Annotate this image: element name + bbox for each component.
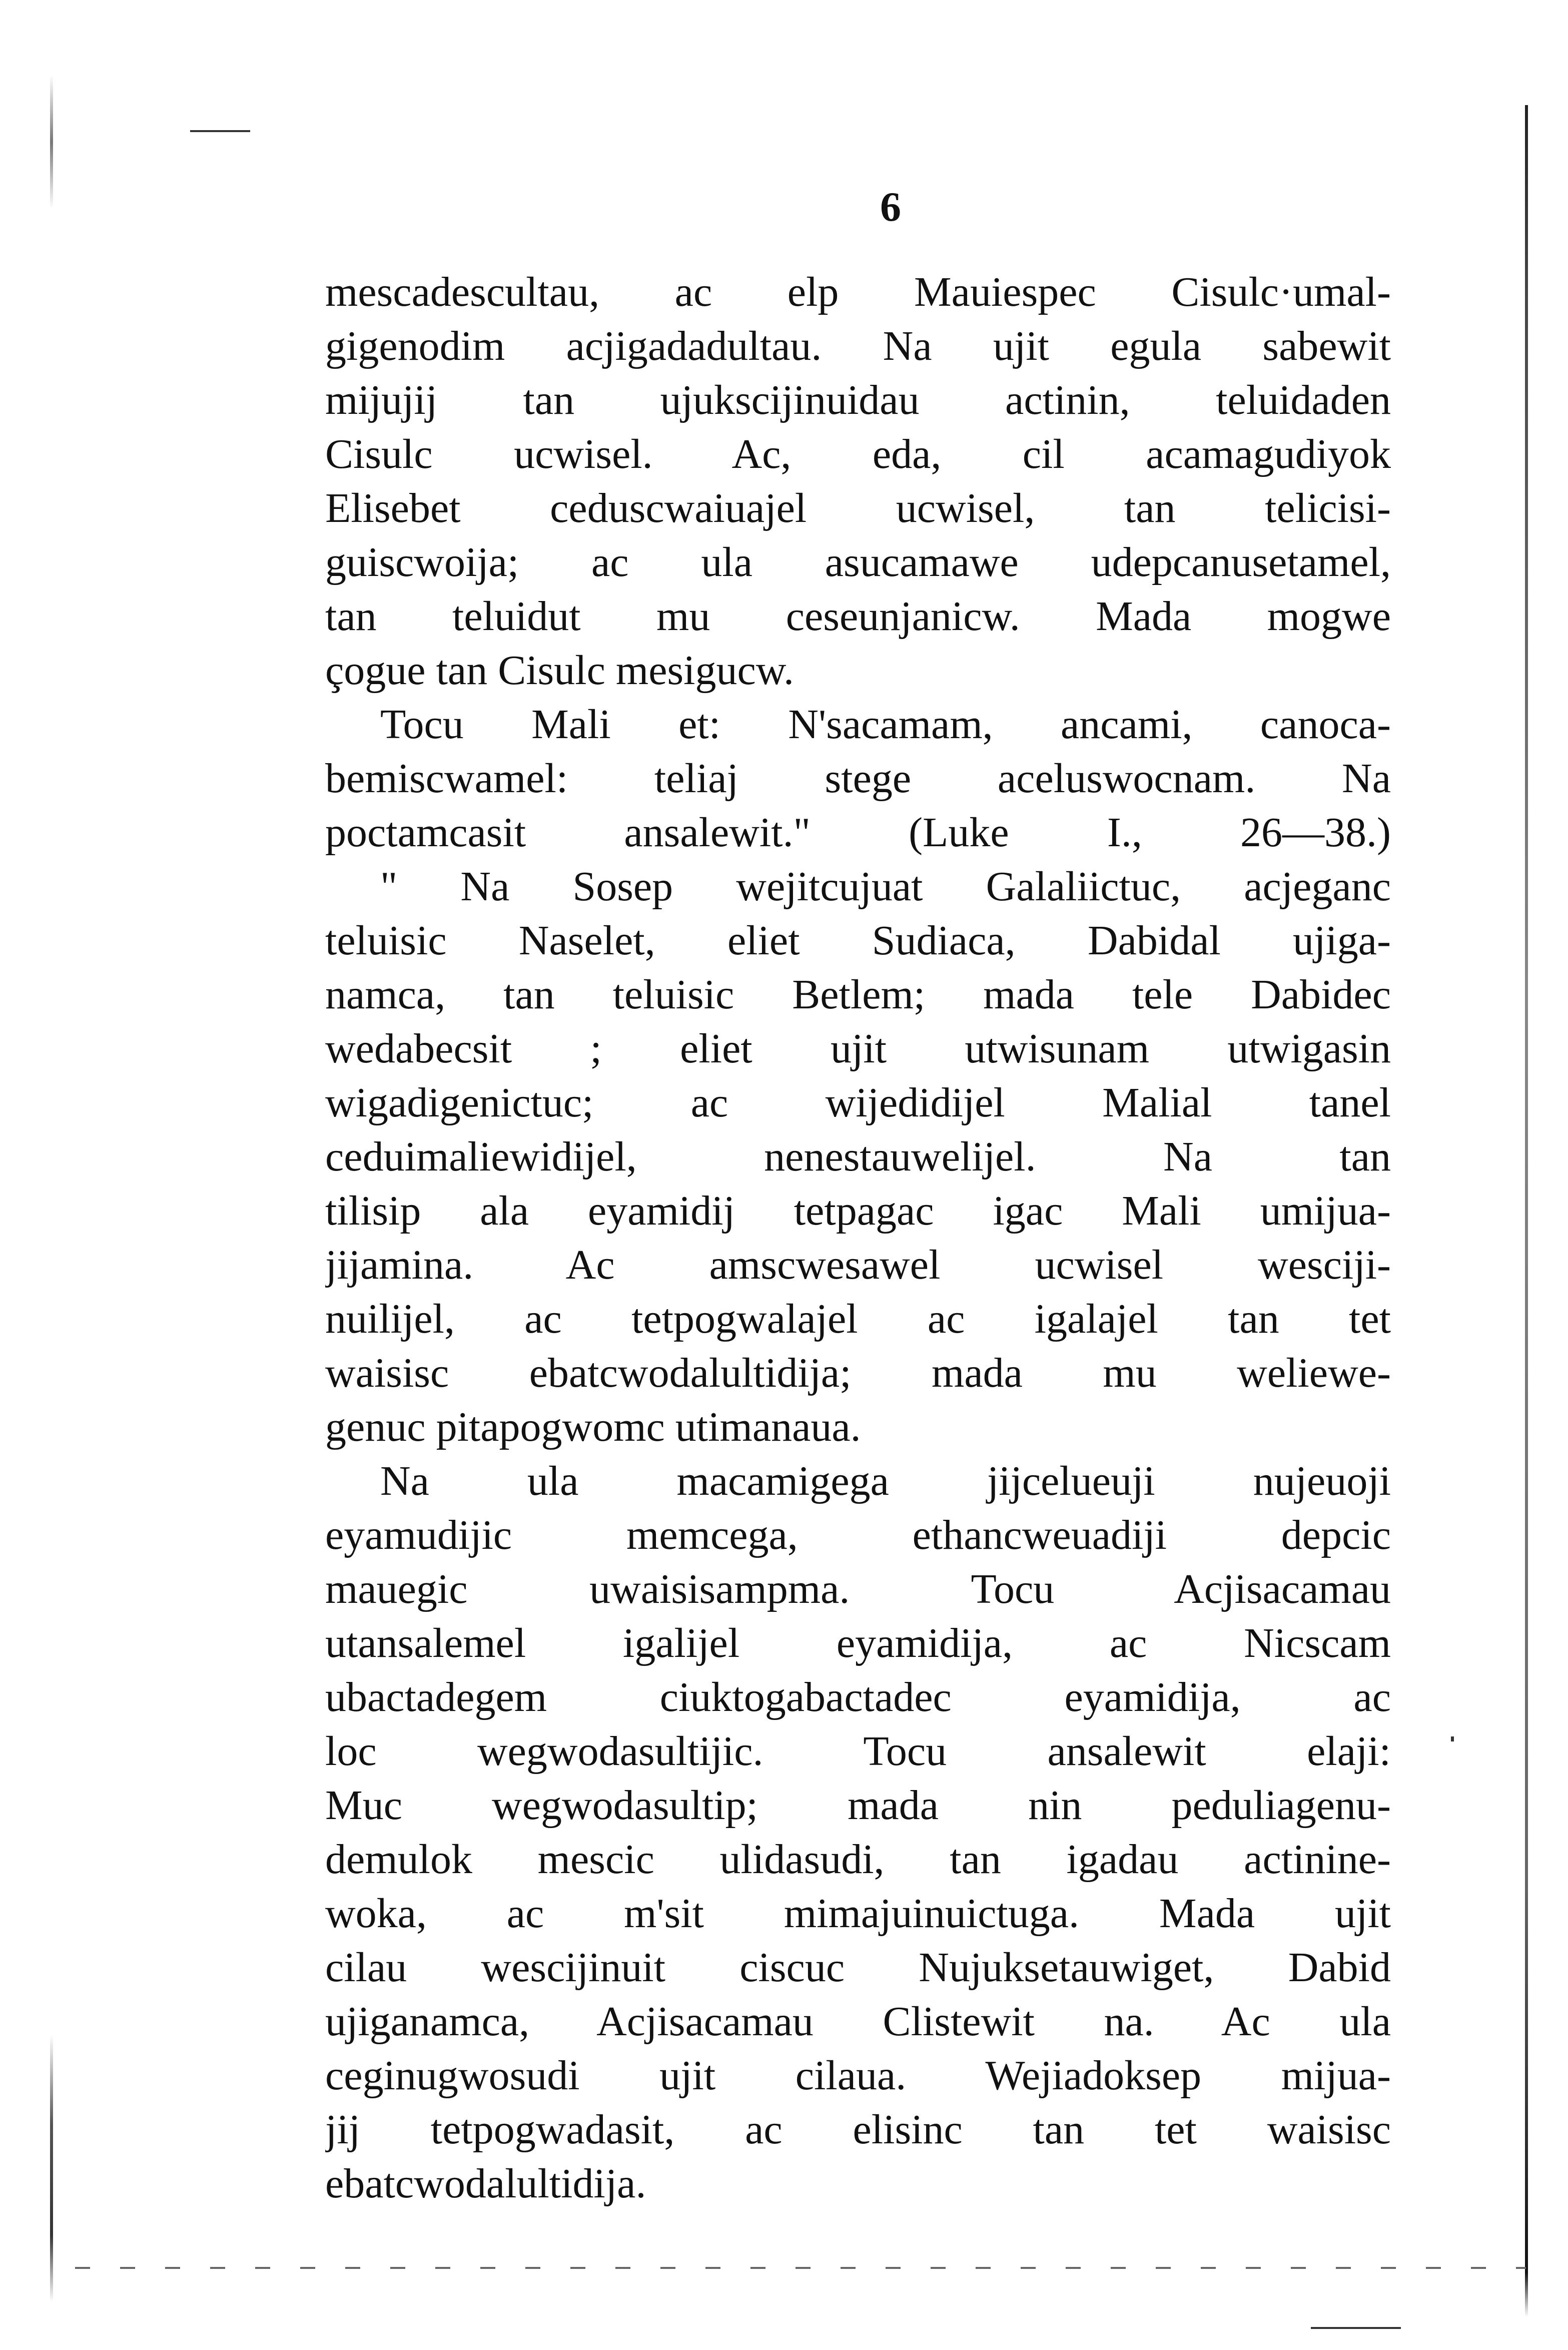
text-line: ubactadegem ciuktogabactadec eyamidija, ac [325, 1674, 1391, 1720]
text-line: çogue tan Cisulc mesigucw. [325, 647, 795, 694]
text-line: guiscwoija; ac ula asucamawe udepcanusetamel, [325, 539, 1391, 585]
text-line: jijamina. Ac amscwesawel ucwisel wesciji- [325, 1242, 1391, 1288]
text-line: waisisc ebatcwodalultidija; mada mu weliewe- [325, 1350, 1391, 1396]
scan-speck [1311, 2327, 1401, 2329]
text-line: Elisebet ceduscwaiuajel ucwisel, tan telicisi- [325, 485, 1391, 531]
text-line: jij tetpogwadasit, ac elisinc tan tet waisisc [325, 2106, 1391, 2153]
scan-speck [1451, 1736, 1454, 1741]
paragraph-first-line: Tocu Mali et: N'sacamam, ancami, canoca- [380, 701, 1391, 748]
text-line: Cisulc ucwisel. Ac, eda, cil acamagudiyok [325, 431, 1391, 477]
scan-edge-left [50, 75, 53, 2302]
text-line: tan teluidut mu ceseunjanicw. Mada mogwe [325, 593, 1391, 640]
text-line: ceduimaliewidijel, nenestauwelijel. Na tan [325, 1133, 1391, 1180]
text-line: cilau wescijinuit ciscuc Nujuksetauwiget, Dabid [325, 1944, 1391, 1991]
text-line: loc wegwodasultijic. Tocu ansalewit elaji: [325, 1728, 1391, 1775]
text-line: bemiscwamel: teliaj stege aceluswocnam. Na [325, 755, 1391, 802]
text-line: demulok mescic ulidasudi, tan igadau actinine- [325, 1836, 1391, 1883]
text-line: genuc pitapogwomc utimanaua. [325, 1404, 861, 1450]
text-line: teluisic Naselet, eliet Sudiaca, Dabidal ujiga- [325, 917, 1391, 964]
text-line: mijujij tan ujukscijinuidau actinin, teluidaden [325, 377, 1391, 423]
body-text [325, 265, 1391, 2211]
scan-edge-right [1525, 105, 1528, 2317]
text-line: wedabecsit ; eliet ujit utwisunam utwigasin [325, 1025, 1391, 1072]
text-line: poctamcasit ansalewit." (Luke I., 26—38.) [325, 809, 1391, 856]
text-line: ebatcwodalultidija. [325, 2160, 646, 2207]
scan-edge-bottom [75, 2267, 1526, 2269]
text-line: woka, ac m'sit mimajuinuictuga. Mada ujit [325, 1890, 1391, 1937]
text-line: Muc wegwodasultip; mada nin peduliagenu- [325, 1782, 1391, 1829]
paragraph-first-line: " Na Sosep wejitcujuat Galaliictuc, acjeganc [380, 863, 1391, 910]
text-line: tilisip ala eyamidij tetpagac igac Mali umijua- [325, 1188, 1391, 1234]
text-line: utansalemel igalijel eyamidija, ac Nicscam [325, 1620, 1391, 1666]
text-line: mescadescultau, ac elp Mauiespec Cisulc·umal- [325, 269, 1391, 315]
text-line: gigenodim acjigadadultau. Na ujit egula sabewit [325, 323, 1391, 369]
page-number: 6 [880, 184, 901, 230]
text-line: mauegic uwaisisampma. Tocu Acjisacamau [325, 1566, 1391, 1612]
text-line: nuilijel, ac tetpogwalajel ac igalajel tan tet [325, 1296, 1391, 1342]
paragraph-first-line: Na ula macamigega jijcelueuji nujeuoji [380, 1458, 1391, 1504]
text-line: wigadigenictuc; ac wijedidijel Malial tanel [325, 1079, 1391, 1126]
text-line: namca, tan teluisic Betlem; mada tele Dabidec [325, 971, 1391, 1018]
text-line: ceginugwosudi ujit cilaua. Wejiadoksep mijua- [325, 2052, 1391, 2099]
scan-speck [190, 130, 250, 132]
text-line: ujiganamca, Acjisacamau Clistewit na. Ac ula [325, 1998, 1391, 2045]
text-line: eyamudijic memcega, ethancweuadiji depcic [325, 1512, 1391, 1558]
